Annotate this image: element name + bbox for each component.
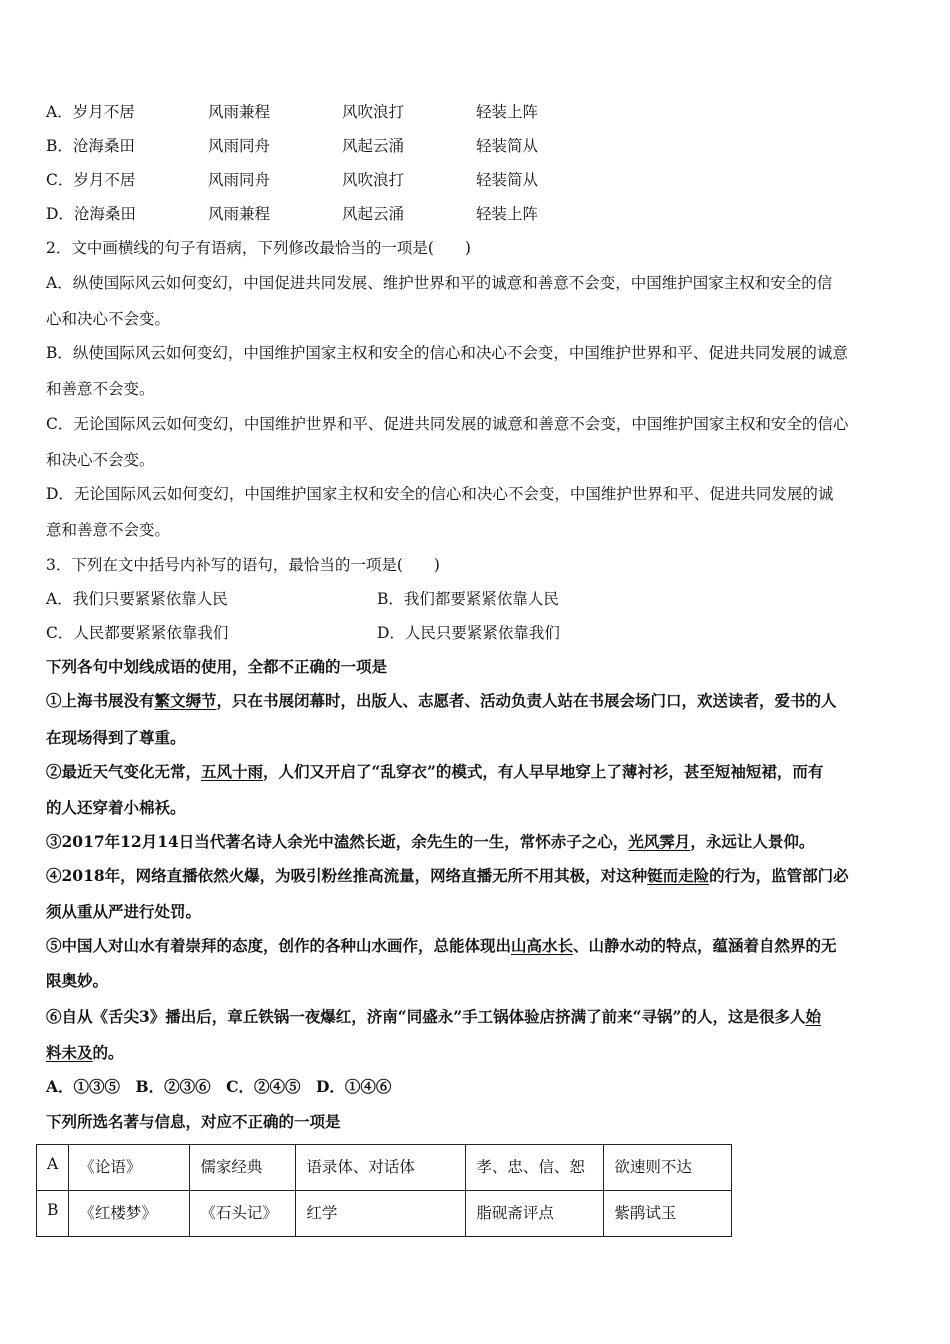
q2-option-a-line2: 心和决心不会变。 [46,310,171,328]
idiom-underlined: 山高水长 [511,936,574,955]
q4-sentence-6-cont: 料未及的。 [46,1043,124,1062]
q2-option-b-line2: 和善意不会变。 [46,380,155,398]
q3-option-c: C．人民都要紧紧依靠我们 [46,624,229,642]
idiom-underlined: 始 [805,1007,821,1026]
q4-sentence-3: ③2017年12月14日当代著名诗人余光中溘然长逝，余先生的一生，常怀赤子之心，光风霁月，永远让人景仰。 [46,832,815,851]
q5-table [36,1144,732,1237]
q4-options: A．①③⑤ B．②③⑥ C．②④⑤ D．①④⑥ [46,1077,392,1096]
q3-option-d: D．人民只要紧紧依靠我们 [377,624,560,642]
q4-sentence-4: ④2018年，网络直播依然火爆，为吸引粉丝推高流量，网络直播无所不用其极，对这种铤而走险的行为，监管部门必 [46,866,849,885]
q4-sentence-1-cont: 在现场得到了尊重。 [46,728,186,747]
idiom-underlined: 繁文缛节 [154,691,217,710]
q2-option-d-line1: D．无论国际风云如何变幻，中国维护国家主权和安全的信心和决心不会变，中国维护世界和平、促进共同发展的诚 [46,485,834,503]
q2-option-d-line2: 意和善意不会变。 [46,521,171,539]
table-row: B 《红楼梦》 《石头记》 红学 脂砚斋评点 紫鹃试玉 [37,1191,732,1237]
q2-option-b-line1: B．纵使国际风云如何变幻，中国维护国家主权和安全的信心和决心不会变，中国维护世界和平、促进共同发展的诚意 [46,344,848,362]
q4-sentence-1: ①上海书展没有繁文缛节，只在书展闭幕时，出版人、志愿者、活动负责人站在书展会场门口，欢送读者，爱书的人 [46,691,837,710]
idiom-underlined: 料未及 [46,1043,93,1062]
q3-stem: 3．下列在文中括号内补写的语句，最恰当的一项是( ) [46,556,440,574]
q2-option-c-line2: 和决心不会变。 [46,451,155,469]
q4-sentence-5: ⑤中国人对山水有着崇拜的态度，创作的各种山水画作，总能体现出山高水长、山静水动的特点，蕴涵着自然界的无 [46,936,837,955]
q4-sentence-2: ②最近天气变化无常，五风十雨，人们又开启了“乱穿衣”的模式，有人早早地穿上了薄衬衫，甚至短袖短裙，而有 [46,762,824,781]
q2-stem: 2．文中画横线的句子有语病，下列修改最恰当的一项是( ) [46,239,471,257]
q4-stem: 下列各句中划线成语的使用，全都不正确的一项是 [46,657,388,676]
q4-sentence-6: ⑥自从《舌尖3》播出后，章丘铁锅一夜爆红，济南“同盛永”手工锅体验店挤满了前来“寻锅”的人，这是很多人始 [46,1007,821,1026]
document-page: A．岁月不居 风雨兼程 风吹浪打 轻装上阵 B．沧海桑田 风雨同舟 风起云涌 轻装简从 C．岁月不居 风雨同舟 风吹浪打 轻装简从 D．沧海桑田 风雨兼程 风起云涌 轻装上阵 2．文中画横线的句子有语病，下列修改最恰当的一项是( ) A．纵使国际风云如何变幻，中国促进共同发展、维护世界和平的诚意和善意不会变，中国维护国家主权和安全的信 心和决心不会变。 B．纵使国际风云如何变幻，中国维护国家主权和安全的信心和决心不会变，中国维护世界和平、促进共同发展的诚意 和善意不会变。 C．无论国际风云如何变幻，中国维护世界和平、促进共同发展的诚意和善意不会变，中国维护国家主权和安全的信心 和决心不会变。 D．无论国际风云如何变幻，中国维护国家主权和安全的信心和决心不会变，中国维护世界和平、促进共同发展的诚 意和善意不会变。 3．下列在文中括号内补写的语句，最恰当的一项是( ) A．我们只要紧紧依靠人民 B．我们都要紧紧依靠人民 C．人民都要紧紧依靠我们 D．人民只要紧紧依靠我们 下列各句中划线成语的使用，全都不正确的一项是 ①上海书展没有繁文缛节，只在书展闭幕时，出版人、志愿者、活动负责人站在书展会场门口，欢送读者，爱书的人 在现场得到了尊重。 ②最近天气变化无常，五风十雨，人们又开启了“乱穿衣”的模式，有人早早地穿上了薄衬衫，甚至短袖短裙，而有 的人还穿着小棉袄。 ③2017年12月14日当代著名诗人余光中溘然长逝，余先生的一生，常怀赤子之心，光风霁月，永远让人景仰。 ④2018年，网络直播依然火爆，为吸引粉丝推高流量，网络直播无所不用其极，对这种铤而走险的行为，监管部门必 须从重从严进行处罚。 ⑤中国人对山水有着崇拜的态度，创作的各种山水画作，总能体现出山高水长、山静水动的特点，蕴涵着自然界的无 限奥妙。 ⑥自从《舌尖3》播出后，章丘铁锅一夜爆红，济南“同盛永”手工锅体验店挤满了前来“寻锅”的人，这是很多人始 料未及的。 A．①③⑤ B．②③⑥ C．②④⑤ D．①④⑥ 下列所选名著与信息，对应不正确的一项是 A 《论语》 儒家经典 语录体、对话体 孝、忠、信、恕 欲速则不达 B 《红楼梦》 《石头记》 红学 脂砚斋评点 紫鹃试玉 [0,0,950,1344]
table-row: A 《论语》 儒家经典 语录体、对话体 孝、忠、信、恕 欲速则不达 [37,1145,732,1191]
q2-option-c-line1: C．无论国际风云如何变幻，中国维护世界和平、促进共同发展的诚意和善意不会变，中国维护国家主权和安全的信心 [46,415,849,433]
q4-sentence-5-cont: 限奥妙。 [46,971,109,990]
q4-sentence-4-cont: 须从重从严进行处罚。 [46,902,202,921]
idiom-underlined: 铤而走险 [647,866,710,885]
q3-option-a: A．我们只要紧紧依靠人民 [46,590,228,608]
q5-stem: 下列所选名著与信息，对应不正确的一项是 [46,1112,341,1131]
q4-sentence-2-cont: 的人还穿着小棉袄。 [46,798,186,817]
q3-option-b: B．我们都要紧紧依靠人民 [377,590,559,608]
q2-option-a-line1: A．纵使国际风云如何变幻，中国促进共同发展、维护世界和平的诚意和善意不会变，中国维护国家主权和安全的信 [46,274,833,292]
idiom-underlined: 五风十雨 [201,762,264,781]
idiom-underlined: 光风霁月 [628,832,691,851]
